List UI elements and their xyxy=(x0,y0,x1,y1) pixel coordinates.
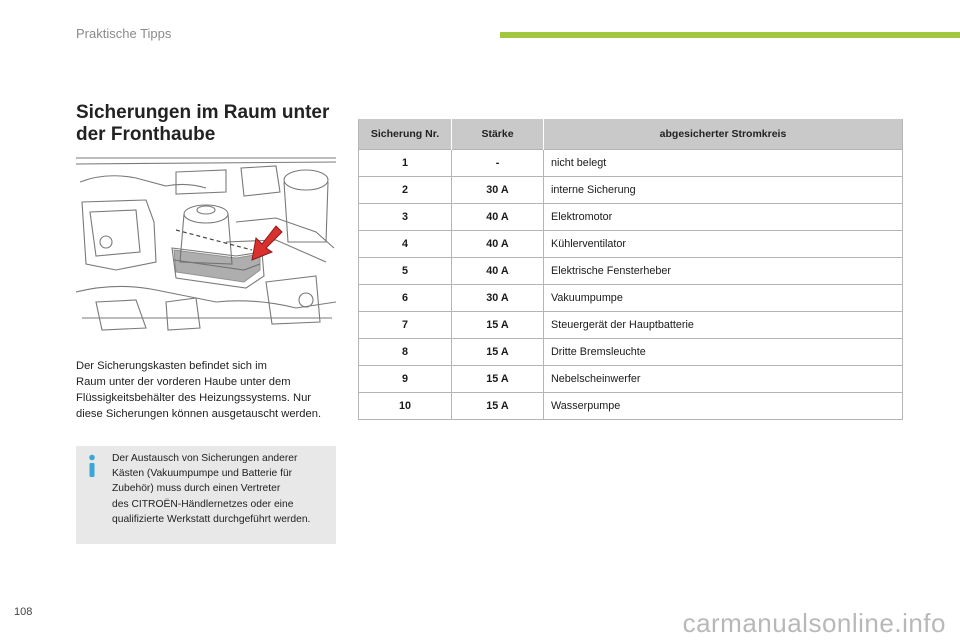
table-row xyxy=(359,231,903,258)
amperage-cell: 40 A xyxy=(452,258,544,285)
table-row xyxy=(359,177,903,204)
table-row xyxy=(359,339,903,366)
page-number: 108 xyxy=(14,606,33,618)
engine-bay-illustration xyxy=(76,152,336,332)
fuse-number-cell: 5 xyxy=(359,258,452,285)
info-text-line: Zubehör) muss durch einen Vertreter xyxy=(112,483,281,495)
fuse-table xyxy=(358,119,903,420)
table-row xyxy=(359,204,903,231)
info-text-line: Kästen (Vakuumpumpe und Batterie für xyxy=(112,468,293,480)
amperage-cell: 15 A xyxy=(452,393,544,420)
section-title-line-1: Sicherungen im Raum unter xyxy=(76,102,330,123)
column-header-fuse-number: Sicherung Nr. xyxy=(359,119,452,150)
table-header-row xyxy=(359,119,903,150)
fuse-number-cell: 6 xyxy=(359,285,452,312)
info-text xyxy=(112,451,334,527)
circuit-cell: Nebelscheinwerfer xyxy=(544,366,903,393)
table-row xyxy=(359,366,903,393)
section-title xyxy=(76,102,346,146)
amperage-cell: 30 A xyxy=(452,177,544,204)
amperage-cell: - xyxy=(452,150,544,177)
info-icon xyxy=(85,454,99,478)
amperage-cell: 15 A xyxy=(452,339,544,366)
circuit-cell: Elektromotor xyxy=(544,204,903,231)
amperage-cell: 15 A xyxy=(452,312,544,339)
circuit-cell: interne Sicherung xyxy=(544,177,903,204)
fuse-number-cell: 2 xyxy=(359,177,452,204)
circuit-cell: Kühlerventilator xyxy=(544,231,903,258)
circuit-cell: Dritte Bremsleuchte xyxy=(544,339,903,366)
body-text-line: Raum unter der vorderen Haube unter dem xyxy=(76,376,291,388)
circuit-cell: nicht belegt xyxy=(544,150,903,177)
column-header-circuit: abgesicherter Stromkreis xyxy=(544,119,903,150)
fuse-number-cell: 10 xyxy=(359,393,452,420)
circuit-cell: Wasserpumpe xyxy=(544,393,903,420)
body-text xyxy=(76,358,346,422)
table-row xyxy=(359,150,903,177)
circuit-cell: Vakuumpumpe xyxy=(544,285,903,312)
fuse-number-cell: 7 xyxy=(359,312,452,339)
amperage-cell: 40 A xyxy=(452,204,544,231)
circuit-cell: Elektrische Fensterheber xyxy=(544,258,903,285)
table-row xyxy=(359,312,903,339)
info-box xyxy=(76,446,336,544)
amperage-cell: 15 A xyxy=(452,366,544,393)
body-text-line: diese Sicherungen können ausgetauscht werden. xyxy=(76,408,322,420)
fuse-number-cell: 8 xyxy=(359,339,452,366)
column-header-amperage: Stärke xyxy=(452,119,544,150)
amperage-cell: 30 A xyxy=(452,285,544,312)
info-text-line: qualifizierte Werkstatt durchgeführt werden. xyxy=(112,513,311,525)
section-title-line-2: der Fronthaube xyxy=(76,124,216,145)
table-row xyxy=(359,258,903,285)
fuse-number-cell: 9 xyxy=(359,366,452,393)
circuit-cell: Steuergerät der Hauptbatterie xyxy=(544,312,903,339)
header-title: Praktische Tipps xyxy=(76,26,172,41)
table-row xyxy=(359,285,903,312)
table-row xyxy=(359,393,903,420)
fuse-number-cell: 3 xyxy=(359,204,452,231)
amperage-cell: 40 A xyxy=(452,231,544,258)
info-text-line: Der Austausch von Sicherungen anderer xyxy=(112,453,298,464)
header-accent-bar xyxy=(500,32,960,38)
body-text-line: Der Sicherungskasten befindet sich im xyxy=(76,360,267,372)
watermark-text: carmanualsonline.info xyxy=(682,608,946,638)
fuse-number-cell: 4 xyxy=(359,231,452,258)
fuse-number-cell: 1 xyxy=(359,150,452,177)
info-text-line: des CITROËN-Händlernetzes oder eine xyxy=(112,498,294,510)
body-text-line: Flüssigkeitsbehälter des Heizungssystems. Nur xyxy=(76,392,312,404)
